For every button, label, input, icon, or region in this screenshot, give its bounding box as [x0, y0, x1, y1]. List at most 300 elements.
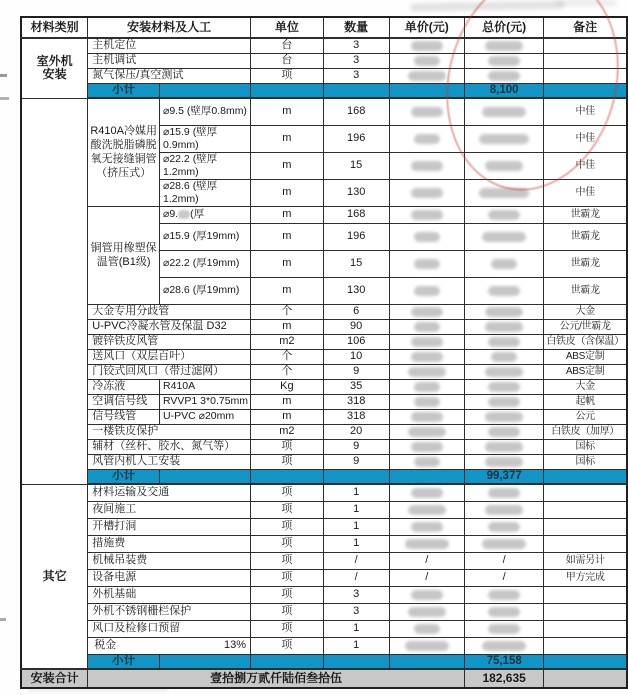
- cell-remark: [544, 68, 627, 83]
- group-copper-pipe: R410A冷媒用酸洗脱脂磷脱氧无接缝铜管（挤压式）: [88, 98, 160, 206]
- redacted-price-blob: [485, 442, 523, 452]
- cell-remark: 世霸龙: [544, 223, 627, 250]
- redacted-price-blob: [485, 505, 523, 515]
- cell-spec: ⌀15.9 (厚19mm): [160, 223, 251, 250]
- cell-remark: 中佳: [544, 152, 627, 179]
- cell-unit-price: [389, 68, 464, 83]
- cell-unit-price: [389, 319, 464, 334]
- redacted-price-blob: [485, 457, 523, 467]
- col-header-category: 材料类别: [21, 17, 88, 38]
- col-header-unit-price: 单价(元): [389, 17, 464, 38]
- redacted-price-blob: [411, 442, 443, 452]
- category-other: 其它: [21, 484, 88, 669]
- scan-smudge: [556, 0, 616, 6]
- table-row: [21, 424, 627, 439]
- cell-qty: 9: [323, 454, 389, 469]
- redacted-price-blob: [411, 307, 443, 317]
- col-header-item: 安装材料及人工: [88, 17, 251, 38]
- cell-total-price: [464, 501, 543, 518]
- scan-edge-mark: [0, 74, 7, 77]
- cell-unit: 项: [251, 569, 324, 586]
- cell-total-price: /: [464, 569, 543, 586]
- cell-unit-price: /: [389, 569, 464, 586]
- cell-name: 主机调试: [88, 53, 251, 68]
- cell-unit: 台: [251, 53, 324, 68]
- cell-name: 夜间施工: [88, 501, 251, 518]
- cell-qty: 196: [323, 125, 389, 152]
- cell-spec: RVVP1 3*0.75mm: [160, 394, 251, 409]
- cell-unit: 项: [251, 603, 324, 620]
- cell-qty: 168: [323, 98, 389, 125]
- cell-unit: 项: [251, 620, 324, 637]
- cell-qty: 1: [323, 620, 389, 637]
- cell-unit-price: [389, 349, 464, 364]
- cell-remark: 中佳: [544, 179, 627, 206]
- cell-total-price: [464, 603, 543, 620]
- cell-qty: 318: [323, 409, 389, 424]
- cell-qty: 15: [323, 250, 389, 277]
- table-row: [21, 454, 627, 469]
- cell-unit-price: [389, 364, 464, 379]
- subtotal-cell: [160, 83, 251, 98]
- cell-remark: 公元/世霸龙: [544, 319, 627, 334]
- redacted-price-blob: [485, 367, 523, 377]
- subtotal-cell: [389, 83, 464, 98]
- subtotal-cell: [389, 654, 464, 669]
- redacted-price-blob: [491, 352, 517, 362]
- cell-unit: m: [251, 179, 324, 206]
- cell-total-price: [464, 152, 543, 179]
- cell-qty: 10: [323, 349, 389, 364]
- cell-unit-price: [389, 439, 464, 454]
- subtotal-cell: [251, 654, 324, 669]
- cell-remark: 中佳: [544, 98, 627, 125]
- table-row: [21, 569, 627, 586]
- cell-unit-price: /: [389, 552, 464, 569]
- cell-qty: 106: [323, 334, 389, 349]
- cell-unit-price: [389, 535, 464, 552]
- cell-qty: 130: [323, 179, 389, 206]
- cell-unit-price: [389, 394, 464, 409]
- redacted-price-blob: [414, 624, 440, 634]
- cell-name: 材料运输及交通: [88, 484, 251, 501]
- category-label: 室外机: [36, 54, 73, 69]
- table-row: [21, 552, 627, 569]
- table-row: [21, 206, 627, 223]
- cell-total-price: [464, 223, 543, 250]
- cell-remark: 公元: [544, 409, 627, 424]
- cell-remark: [544, 586, 627, 603]
- cell-unit-price: [389, 501, 464, 518]
- cell-name: 开槽打洞: [88, 518, 251, 535]
- cell-qty: /: [323, 569, 389, 586]
- cell-unit-price: [389, 454, 464, 469]
- cell-total-price: [464, 394, 543, 409]
- cell-name: 风管内机人工安装: [88, 454, 251, 469]
- col-header-unit: 单位: [251, 17, 324, 38]
- cell-unit: m: [251, 277, 324, 304]
- cell-total-price: [464, 179, 543, 206]
- subtotal-cell: [323, 654, 389, 669]
- table-row: [21, 518, 627, 535]
- redacted-price-blob: [411, 161, 443, 171]
- cell-remark: 白铁皮（加厚）: [544, 424, 627, 439]
- table-row: [21, 586, 627, 603]
- scan-edge-mark: [0, 618, 6, 621]
- cell-remark: [544, 620, 627, 637]
- cell-unit-price: [389, 334, 464, 349]
- cell-unit: 项: [251, 552, 324, 569]
- cell-remark: 大金: [544, 379, 627, 394]
- cell-total-price: [464, 38, 543, 53]
- cell-unit-price: [389, 277, 464, 304]
- cell-unit: 台: [251, 38, 324, 53]
- cell-unit: m: [251, 409, 324, 424]
- subtotal-cell: [160, 654, 251, 669]
- redacted-price-blob: [414, 56, 440, 66]
- cell-name: 措施费: [88, 535, 251, 552]
- cell-unit-price: [389, 152, 464, 179]
- cell-spec: R410A: [160, 379, 251, 394]
- cell-unit: 个: [251, 349, 324, 364]
- cell-unit-price: [389, 38, 464, 53]
- cell-name: 设备电源: [88, 569, 251, 586]
- cell-remark: 甲方完成: [544, 569, 627, 586]
- cell-name: 机械吊装费: [88, 552, 251, 569]
- quotation-table: [20, 16, 628, 689]
- subtotal-cell: [544, 469, 627, 484]
- cell-qty: 9: [323, 439, 389, 454]
- cell-total-price: [464, 206, 543, 223]
- cell-unit: m: [251, 223, 324, 250]
- cell-qty: 1: [323, 501, 389, 518]
- subtotal-row: [21, 83, 627, 98]
- cell-unit: 项: [251, 501, 324, 518]
- redacted-price-blob: [488, 56, 520, 66]
- cell-remark: [544, 53, 627, 68]
- redacted-price-blob: [408, 505, 446, 515]
- spec-text: (厚: [190, 208, 205, 220]
- cell-unit: 项: [251, 439, 324, 454]
- cell-unit: m: [251, 206, 324, 223]
- redacted-price-blob: [485, 322, 523, 332]
- subtotal-label: 小计: [88, 83, 160, 98]
- subtotal-row: [21, 654, 627, 669]
- cell-remark: 如需另计: [544, 552, 627, 569]
- cell-qty: /: [323, 552, 389, 569]
- table-row: [21, 364, 627, 379]
- cell-name: 镀锌铁皮风管: [88, 334, 251, 349]
- redacted-price-blob: [411, 337, 443, 347]
- cell-unit: Kg: [251, 379, 324, 394]
- tax-label: 税金: [94, 639, 117, 651]
- table-row: [21, 304, 627, 319]
- table-row: [21, 484, 627, 501]
- cell-remark: 世霸龙: [544, 277, 627, 304]
- cell-unit-price: [389, 424, 464, 439]
- cell-unit-price: [389, 304, 464, 319]
- redacted-price-blob: [485, 161, 523, 171]
- redacted-price-blob: [408, 607, 446, 617]
- cell-total-price: [464, 98, 543, 125]
- cell-qty: 20: [323, 424, 389, 439]
- redacted-price-blob: [405, 539, 449, 549]
- cell-name-tax: [88, 637, 251, 654]
- cell-unit: 项: [251, 637, 324, 654]
- cell-name: 风口及检修口预留: [88, 620, 251, 637]
- cell-total-price: [464, 424, 543, 439]
- cell-unit-price: [389, 125, 464, 152]
- cell-spec: ⌀28.6 (厚19mm): [160, 277, 251, 304]
- table-row: [21, 38, 627, 53]
- redacted-price-blob: [411, 488, 443, 498]
- grand-total-remark: [544, 669, 627, 688]
- grand-total-label: 安装合计: [21, 669, 88, 688]
- cell-total-price: [464, 620, 543, 637]
- cell-remark: [544, 484, 627, 501]
- redacted-price-blob: [411, 590, 443, 600]
- subtotal-label: 小计: [88, 469, 160, 484]
- cell-unit: 个: [251, 304, 324, 319]
- cell-spec: [160, 206, 251, 223]
- cell-spec: ⌀22.2 (壁厚1.2mm): [160, 152, 251, 179]
- category-label: 安装: [42, 67, 67, 82]
- subtotal-total-price: 8,100: [464, 83, 543, 98]
- table-row: [21, 535, 627, 552]
- cell-qty: 1: [323, 637, 389, 654]
- redacted-price-blob: [411, 41, 443, 51]
- cell-qty: 6: [323, 304, 389, 319]
- cell-qty: 1: [323, 484, 389, 501]
- cell-qty: 3: [323, 38, 389, 53]
- cell-total-price: [464, 53, 543, 68]
- redacted-price-blob: [479, 188, 529, 198]
- cell-total-price: [464, 535, 543, 552]
- redacted-price-blob: [482, 232, 526, 242]
- subtotal-total-price: 99,377: [464, 469, 543, 484]
- redacted-price-blob: [414, 382, 440, 392]
- redacted-price-blob: [414, 397, 440, 407]
- cell-remark: [544, 637, 627, 654]
- redacted-price-blob: [411, 412, 443, 422]
- redacted-price-blob: [411, 188, 443, 198]
- redacted-price-blob: [485, 41, 523, 51]
- table-row: [21, 394, 627, 409]
- category-empty: [21, 98, 88, 484]
- cell-total-price: [464, 319, 543, 334]
- cell-remark: [544, 518, 627, 535]
- table-row: [21, 379, 627, 394]
- redacted-price-blob: [408, 71, 446, 81]
- redacted-price-blob: [482, 641, 526, 651]
- cell-spec: ⌀28.6 (壁厚1.2mm): [160, 179, 251, 206]
- cell-total-price: [464, 409, 543, 424]
- header-row: [21, 17, 627, 38]
- redacted-price-blob: [488, 382, 520, 392]
- redacted-price-blob: [408, 427, 446, 437]
- redacted-price-blob: [485, 307, 523, 317]
- cell-remark: 国标: [544, 439, 627, 454]
- redacted-price-blob: [488, 427, 520, 437]
- table-row: [21, 501, 627, 518]
- cell-remark: 大金: [544, 304, 627, 319]
- cell-spec: ⌀9.5 (壁厚0.8mm): [160, 98, 251, 125]
- redacted-price-blob: [414, 322, 440, 332]
- redacted-price-blob: [411, 107, 443, 117]
- subtotal-row: [21, 469, 627, 484]
- subtotal-cell: [544, 654, 627, 669]
- grand-total-amount: 182,635: [464, 669, 543, 688]
- cell-total-price: [464, 439, 543, 454]
- table-row: [21, 603, 627, 620]
- cell-unit: m: [251, 394, 324, 409]
- redacted-price-blob: [479, 134, 529, 144]
- table-row: [21, 439, 627, 454]
- cell-remark: ABS定制: [544, 349, 627, 364]
- subtotal-cell: [389, 469, 464, 484]
- table-row: [21, 53, 627, 68]
- cell-qty: 9: [323, 364, 389, 379]
- cell-total-price: [464, 304, 543, 319]
- cell-remark: ABS定制: [544, 364, 627, 379]
- table-row: [21, 409, 627, 424]
- redacted-price-blob: [488, 210, 520, 220]
- cell-total-price: /: [464, 552, 543, 569]
- redacted-price-blob: [414, 259, 440, 269]
- cell-qty: 168: [323, 206, 389, 223]
- col-header-qty: 数量: [323, 17, 389, 38]
- cell-name: 一楼铁皮保护: [88, 424, 251, 439]
- redacted-price-blob: [411, 210, 443, 220]
- cell-unit: 项: [251, 68, 324, 83]
- cell-total-price: [464, 277, 543, 304]
- subtotal-total-price: 75,158: [464, 654, 543, 669]
- redacted-price-blob: [482, 539, 526, 549]
- cell-unit: 项: [251, 518, 324, 535]
- redacted-price-blob: [414, 286, 440, 296]
- cell-unit-price: [389, 620, 464, 637]
- cell-spec: U-PVC ⌀20mm: [160, 409, 251, 424]
- cell-unit-price: [389, 637, 464, 654]
- cell-unit: m: [251, 319, 324, 334]
- cell-qty: 15: [323, 152, 389, 179]
- redacted-price-blob: [488, 488, 520, 498]
- redacted-price-blob: [414, 232, 440, 242]
- redacted-price-blob: [488, 624, 520, 634]
- spec-text: ⌀9.: [163, 208, 179, 220]
- cell-name: 冷冻液: [88, 379, 160, 394]
- table-row: [21, 620, 627, 637]
- redacted-price-blob: [488, 522, 520, 532]
- cell-qty: 1: [323, 518, 389, 535]
- table-row: [21, 349, 627, 364]
- cell-unit-price: [389, 223, 464, 250]
- table-row: [21, 319, 627, 334]
- cell-name: 主机定位: [88, 38, 251, 53]
- scan-edge-mark: [0, 97, 9, 100]
- cell-unit-price: [389, 250, 464, 277]
- redacted-price-blob: [488, 337, 520, 347]
- cell-total-price: [464, 334, 543, 349]
- cell-qty: 318: [323, 394, 389, 409]
- redacted-price-blob: [488, 71, 520, 81]
- cell-spec: ⌀22.2 (厚19mm): [160, 250, 251, 277]
- redacted-price-blob: [491, 259, 517, 269]
- cell-total-price: [464, 364, 543, 379]
- table-row: [21, 334, 627, 349]
- subtotal-cell: [544, 83, 627, 98]
- redacted-price-blob: [414, 457, 440, 467]
- subtotal-cell: [251, 469, 324, 484]
- cell-qty: 3: [323, 586, 389, 603]
- cell-unit: 项: [251, 535, 324, 552]
- cell-unit: m: [251, 152, 324, 179]
- cell-name: 外机基础: [88, 586, 251, 603]
- cell-total-price: [464, 586, 543, 603]
- cell-unit: 项: [251, 454, 324, 469]
- cell-remark: [544, 535, 627, 552]
- cell-unit-price: [389, 586, 464, 603]
- cell-unit: m: [251, 98, 324, 125]
- redacted-price-blob: [488, 286, 520, 296]
- cell-name: 氮气保压/真空测试: [88, 68, 251, 83]
- cell-unit-price: [389, 53, 464, 68]
- cell-unit: 项: [251, 484, 324, 501]
- cell-remark: 白铁皮（含保温）: [544, 334, 627, 349]
- cell-unit-price: [389, 379, 464, 394]
- redacted-price-blob: [411, 352, 443, 362]
- cell-unit: 项: [251, 586, 324, 603]
- group-insulation-pipe: 铜管用橡塑保温管(B1级): [88, 206, 160, 304]
- cell-unit: m: [251, 250, 324, 277]
- redacted-price-blob: [414, 134, 440, 144]
- cell-qty: 3: [323, 603, 389, 620]
- cell-remark: 起帆: [544, 394, 627, 409]
- cell-remark: 世霸龙: [544, 250, 627, 277]
- cell-name: 送风口（双层百叶）: [88, 349, 251, 364]
- cell-unit-price: [389, 409, 464, 424]
- cell-unit-price: [389, 484, 464, 501]
- redacted-price-blob: [411, 522, 443, 532]
- cell-name: 门铰式回风口（带过滤网）: [88, 364, 251, 379]
- cell-unit: 个: [251, 364, 324, 379]
- subtotal-cell: [251, 83, 324, 98]
- redacted-price-blob: [482, 107, 526, 117]
- grand-total-row: [21, 669, 627, 688]
- category-outdoor-unit: [21, 38, 88, 98]
- cell-total-price: [464, 250, 543, 277]
- redacted-text-blob: [178, 210, 190, 219]
- cell-name: 信号线管: [88, 409, 160, 424]
- cell-unit: m2: [251, 424, 324, 439]
- subtotal-label: 小计: [88, 654, 160, 669]
- tax-rate: 13%: [224, 639, 247, 651]
- cell-unit-price: [389, 179, 464, 206]
- cell-remark: 世霸龙: [544, 206, 627, 223]
- cell-qty: 35: [323, 379, 389, 394]
- cell-qty: 1: [323, 535, 389, 552]
- cell-total-price: [464, 349, 543, 364]
- cell-unit-price: [389, 518, 464, 535]
- table-row: [21, 637, 627, 654]
- col-header-total-price: 总价(元): [464, 17, 543, 38]
- redacted-price-blob: [408, 367, 446, 377]
- cell-qty: 130: [323, 277, 389, 304]
- table-row: [21, 98, 627, 125]
- cell-remark: [544, 603, 627, 620]
- cell-unit-price: [389, 603, 464, 620]
- table-row: [21, 68, 627, 83]
